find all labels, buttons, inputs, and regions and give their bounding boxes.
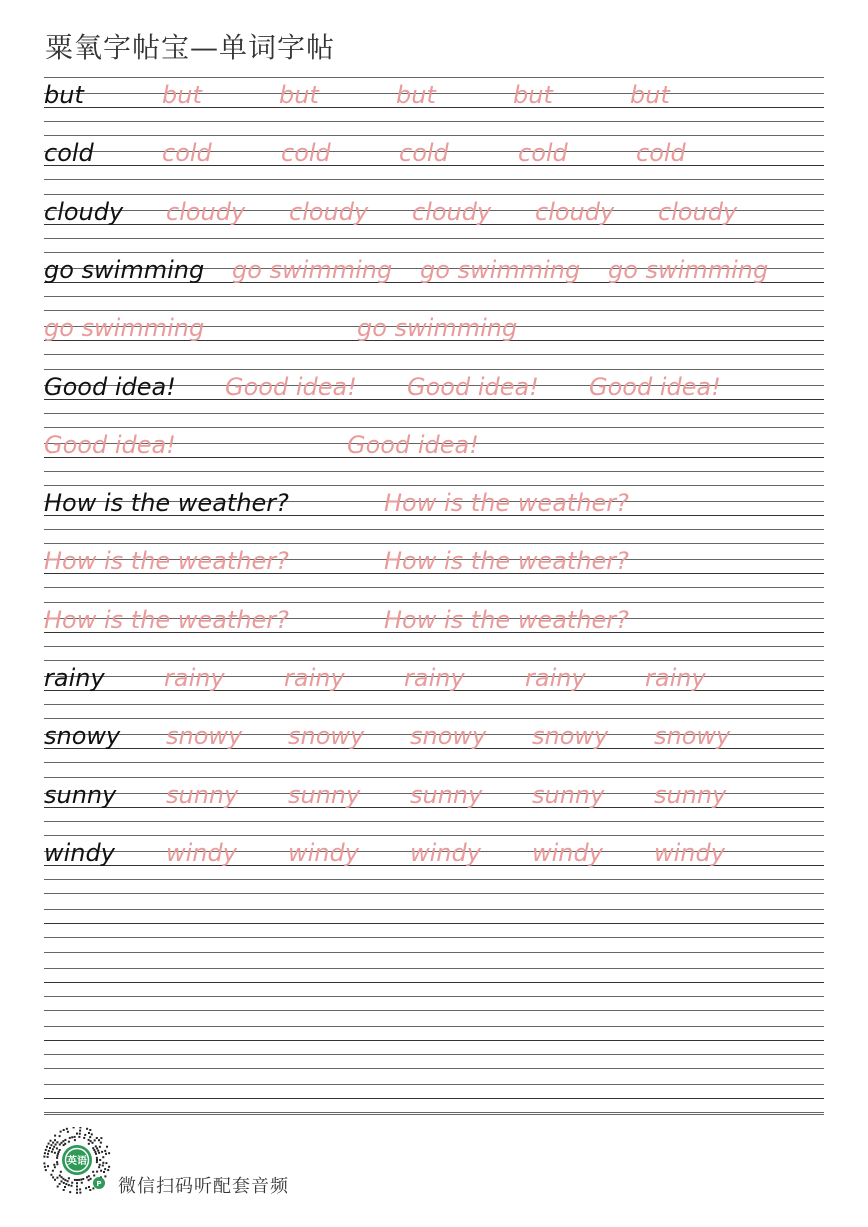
trace-word: Good idea! [589, 373, 721, 401]
guide-line [44, 718, 824, 719]
guide-line [44, 310, 824, 311]
guide-line [44, 982, 824, 983]
guide-line [44, 1054, 824, 1055]
practice-row [44, 1068, 824, 1114]
model-word: How is the weather? [44, 489, 289, 517]
practice-row [44, 485, 824, 531]
practice-row [44, 777, 824, 823]
trace-word: cloudy [166, 198, 246, 226]
guide-line [44, 879, 824, 880]
practice-row [44, 310, 824, 356]
practice-row [44, 660, 824, 706]
trace-word: cloudy [658, 198, 738, 226]
trace-word: cold [518, 139, 568, 167]
guide-line [44, 909, 824, 910]
trace-word: cold [636, 139, 686, 167]
trace-word: sunny [288, 781, 361, 809]
practice-row [44, 194, 824, 240]
guide-line [44, 369, 824, 370]
guide-line [44, 762, 824, 763]
page-title: 粟氧字帖宝—单词字帖 [45, 31, 336, 64]
guide-line [44, 646, 824, 647]
trace-word: but [513, 81, 553, 109]
qr-corner-label: P [96, 1180, 102, 1188]
trace-word: windy [532, 839, 603, 867]
trace-word: windy [654, 839, 725, 867]
trace-word: snowy [532, 722, 609, 750]
closing-line [44, 1114, 824, 1116]
practice-row [44, 952, 824, 998]
guide-line [44, 821, 824, 822]
trace-word: Good idea! [225, 373, 357, 401]
trace-word: Good idea! [44, 431, 176, 459]
trace-word: cloudy [289, 198, 369, 226]
trace-word: windy [166, 839, 237, 867]
guide-line [44, 427, 824, 428]
guide-line [44, 923, 824, 924]
trace-word: cold [281, 139, 331, 167]
trace-word: sunny [532, 781, 605, 809]
trace-word: rainy [645, 664, 706, 692]
trace-word: sunny [410, 781, 483, 809]
guide-line [44, 1112, 824, 1113]
practice-row [44, 893, 824, 939]
trace-word: windy [288, 839, 359, 867]
guide-line [44, 937, 824, 938]
trace-word: but [396, 81, 436, 109]
trace-word: cold [399, 139, 449, 167]
guide-line [44, 194, 824, 195]
guide-line [44, 485, 824, 486]
guide-line [44, 1026, 824, 1027]
trace-word: go swimming [44, 314, 205, 342]
trace-word: sunny [166, 781, 239, 809]
guide-line [44, 660, 824, 661]
trace-word: How is the weather? [384, 606, 629, 634]
trace-word: but [162, 81, 202, 109]
guide-line [44, 296, 824, 297]
practice-row [44, 369, 824, 415]
qr-code-icon [42, 1127, 112, 1197]
guide-line [44, 529, 824, 530]
trace-word: go swimming [420, 256, 581, 284]
trace-word: cloudy [412, 198, 492, 226]
trace-word: How is the weather? [44, 547, 289, 575]
guide-line [44, 704, 824, 705]
practice-row [44, 427, 824, 473]
trace-word: rainy [525, 664, 586, 692]
guide-line [44, 471, 824, 472]
model-word: Good idea! [44, 373, 176, 401]
model-word: windy [44, 839, 115, 867]
model-word: rainy [44, 664, 105, 692]
practice-row [44, 543, 824, 589]
guide-line [44, 893, 824, 894]
practice-row [44, 1010, 824, 1056]
guide-line [44, 996, 824, 997]
model-word: cold [44, 139, 94, 167]
practice-row [44, 252, 824, 298]
trace-word: How is the weather? [384, 489, 629, 517]
guide-line [44, 602, 824, 603]
footer-caption: 微信扫码听配套音频 [118, 1176, 289, 1197]
guide-line [44, 77, 824, 78]
trace-word: How is the weather? [44, 606, 289, 634]
trace-word: cold [162, 139, 212, 167]
guide-line [44, 121, 824, 122]
guide-line [44, 1084, 824, 1085]
trace-word: rainy [404, 664, 465, 692]
trace-word: snowy [288, 722, 365, 750]
guide-line [44, 968, 824, 969]
qr-badge-label: 英语 [67, 1156, 87, 1167]
trace-word: rainy [164, 664, 225, 692]
guide-line [44, 413, 824, 414]
trace-word: sunny [654, 781, 727, 809]
guide-line [44, 252, 824, 253]
practice-row [44, 602, 824, 648]
trace-word: How is the weather? [384, 547, 629, 575]
guide-line [44, 238, 824, 239]
trace-word: windy [410, 839, 481, 867]
trace-word: but [279, 81, 319, 109]
trace-word: rainy [284, 664, 345, 692]
trace-word: snowy [166, 722, 243, 750]
guide-line [44, 952, 824, 953]
guide-line [44, 1010, 824, 1011]
practice-row [44, 135, 824, 181]
guide-line [44, 1098, 824, 1099]
model-word: but [44, 81, 84, 109]
guide-line [44, 135, 824, 136]
trace-word: Good idea! [347, 431, 479, 459]
guide-line [44, 1068, 824, 1069]
practice-row [44, 835, 824, 881]
trace-word: Good idea! [407, 373, 539, 401]
guide-line [44, 179, 824, 180]
model-word: cloudy [44, 198, 124, 226]
guide-line [44, 354, 824, 355]
model-word: go swimming [44, 256, 205, 284]
trace-word: snowy [410, 722, 487, 750]
trace-word: go swimming [608, 256, 769, 284]
model-word: snowy [44, 722, 121, 750]
practice-row [44, 718, 824, 764]
guide-line [44, 587, 824, 588]
trace-word: snowy [654, 722, 731, 750]
guide-line [44, 835, 824, 836]
guide-line [44, 777, 824, 778]
trace-word: go swimming [232, 256, 393, 284]
practice-row [44, 77, 824, 123]
guide-line [44, 1040, 824, 1041]
guide-line [44, 543, 824, 544]
trace-word: but [630, 81, 670, 109]
trace-word: cloudy [535, 198, 615, 226]
trace-word: go swimming [357, 314, 518, 342]
model-word: sunny [44, 781, 117, 809]
